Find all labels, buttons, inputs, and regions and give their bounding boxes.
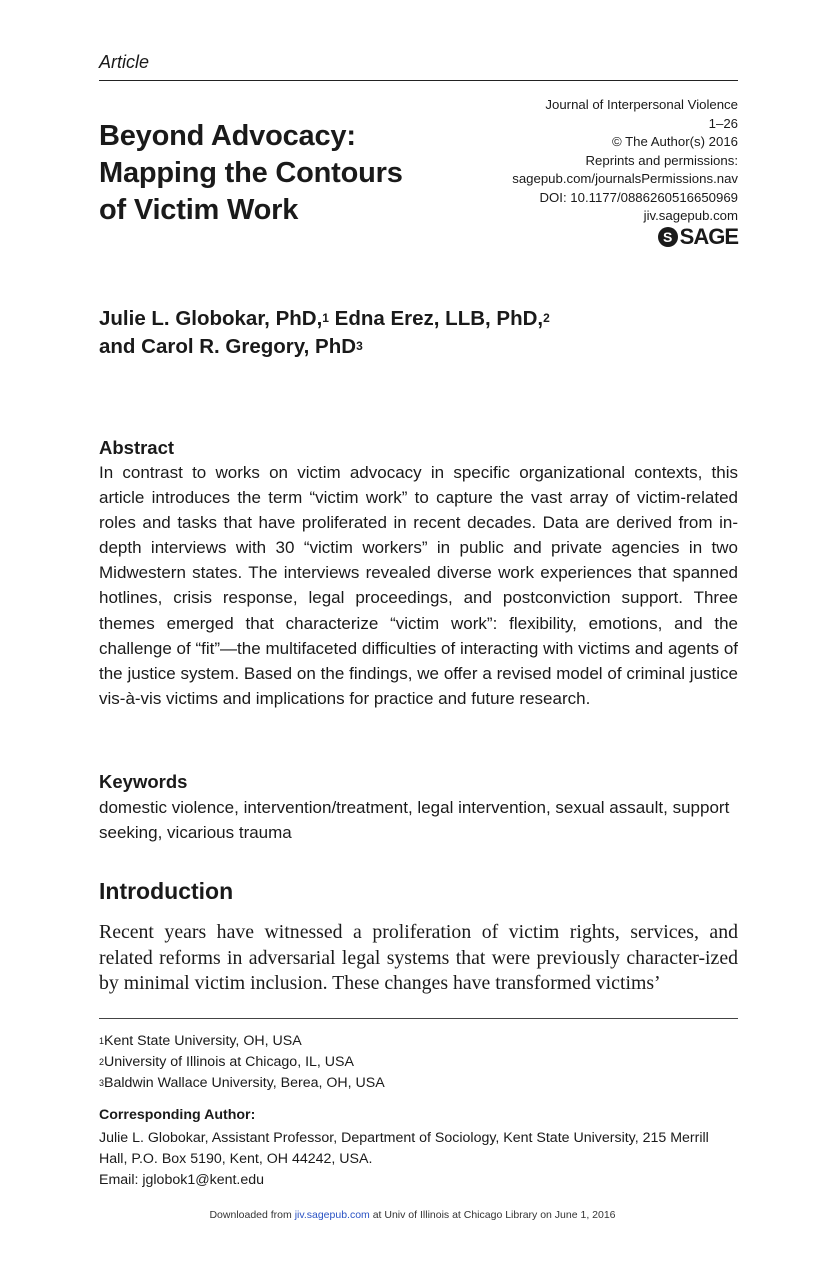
keywords-text: domestic violence, intervention/treatment, legal intervention, sexual assault, support seeking, vicarious trauma — [99, 798, 730, 843]
corresponding-author-address: Julie L. Globokar, Assistant Professor, Department of Sociology, Kent State University, 215 Merrill Hall, P.O. Box 5190, Kent, OH 44242, USA. — [99, 1130, 709, 1167]
footnote-1-marker: 1 — [99, 1036, 105, 1046]
sage-s-icon: S — [658, 227, 678, 247]
author-3: and Carol R. Gregory, PhD — [99, 335, 357, 358]
header-divider — [99, 80, 738, 81]
abstract-heading: Abstract — [99, 437, 175, 458]
corresponding-author-heading: Corresponding Author: — [99, 1107, 256, 1123]
author-1-affiliation: 1 — [322, 311, 329, 325]
footnote-1-text: Kent State University, OH, USA — [104, 1033, 302, 1049]
corresponding-author-details — [99, 1128, 738, 1191]
journal-doi: DOI: 10.1177/0886260516650969 — [539, 189, 738, 205]
article-title — [99, 118, 479, 229]
keywords-heading: Keywords — [99, 771, 188, 792]
footnote-2-marker: 2 — [99, 1057, 105, 1067]
download-notice — [0, 1209, 825, 1221]
journal-permissions-url: sagepub.com/journalsPermissions.nav — [512, 171, 738, 186]
affiliation-footnotes — [99, 1031, 385, 1094]
journal-reprints: Reprints and permissions: — [585, 152, 738, 168]
author-line-1 — [99, 305, 550, 333]
journal-site: jiv.sagepub.com — [643, 208, 738, 223]
author-list — [99, 305, 550, 361]
title-line-3: of Victim Work — [99, 194, 299, 226]
footnote-3-text: Baldwin Wallace University, Berea, OH, USA — [104, 1075, 385, 1091]
footnote-2 — [99, 1052, 385, 1073]
download-link[interactable]: jiv.sagepub.com — [294, 1209, 370, 1221]
footnote-1 — [99, 1031, 385, 1052]
author-2-affiliation: 2 — [543, 311, 550, 325]
footnote-3-marker: 3 — [99, 1078, 105, 1088]
sage-logo-text: SAGE — [679, 224, 738, 249]
author-2: Edna Erez, LLB, PhD, — [328, 307, 544, 330]
footnote-3 — [99, 1073, 385, 1094]
footnote-2-text: University of Illinois at Chicago, IL, USA — [104, 1054, 354, 1070]
author-3-affiliation: 3 — [356, 339, 363, 353]
journal-pages: 1–26 — [708, 115, 738, 131]
title-line-1: Beyond Advocacy: — [99, 120, 356, 152]
journal-name: Journal of Interpersonal Violence — [545, 97, 738, 112]
author-1: Julie L. Globokar, PhD, — [99, 307, 323, 330]
journal-copyright: © The Author(s) 2016 — [611, 134, 738, 149]
author-line-2 — [99, 333, 550, 361]
introduction-text: Recent years have witnessed a proliferation of victim rights, services, and related reforms in adversarial legal systems that were previously character-ized by minimal victim inclusion. These changes have transformed victims’ — [99, 921, 738, 994]
title-line-2: Mapping the Contours — [99, 157, 403, 189]
article-label: Article — [99, 52, 150, 72]
corresponding-author-email: Email: jglobok1@kent.edu — [99, 1172, 265, 1188]
introduction-heading: Introduction — [99, 878, 234, 904]
journal-info — [512, 96, 738, 226]
download-suffix: at Univ of Illinois at Chicago Library on June 1, 2016 — [369, 1209, 616, 1221]
sage-logo — [658, 224, 738, 250]
abstract-text: In contrast to works on victim advocacy in specific organizational contexts, this article introduces the term “victim work” to capture the vast array of victim-related roles and tasks that have proliferated in recent decades. Data are derived from in-depth interviews with 30 “victim workers” in public and private agencies in two Midwestern states. The interviews revealed diverse work experiences that spanned hotlines, crisis response, legal proceedings, and postconviction support. Three themes emerged that characterize “victim work”: flexibility, emotions, and the challenge of “fit”—the multifaceted difficulties of interacting with victims and agents of the justice system. Based on the findings, we offer a revised model of criminal justice vis-à-vis victims and implications for practice and future research. — [99, 463, 738, 708]
download-prefix: Downloaded from — [209, 1209, 295, 1221]
footnote-divider — [99, 1018, 738, 1019]
